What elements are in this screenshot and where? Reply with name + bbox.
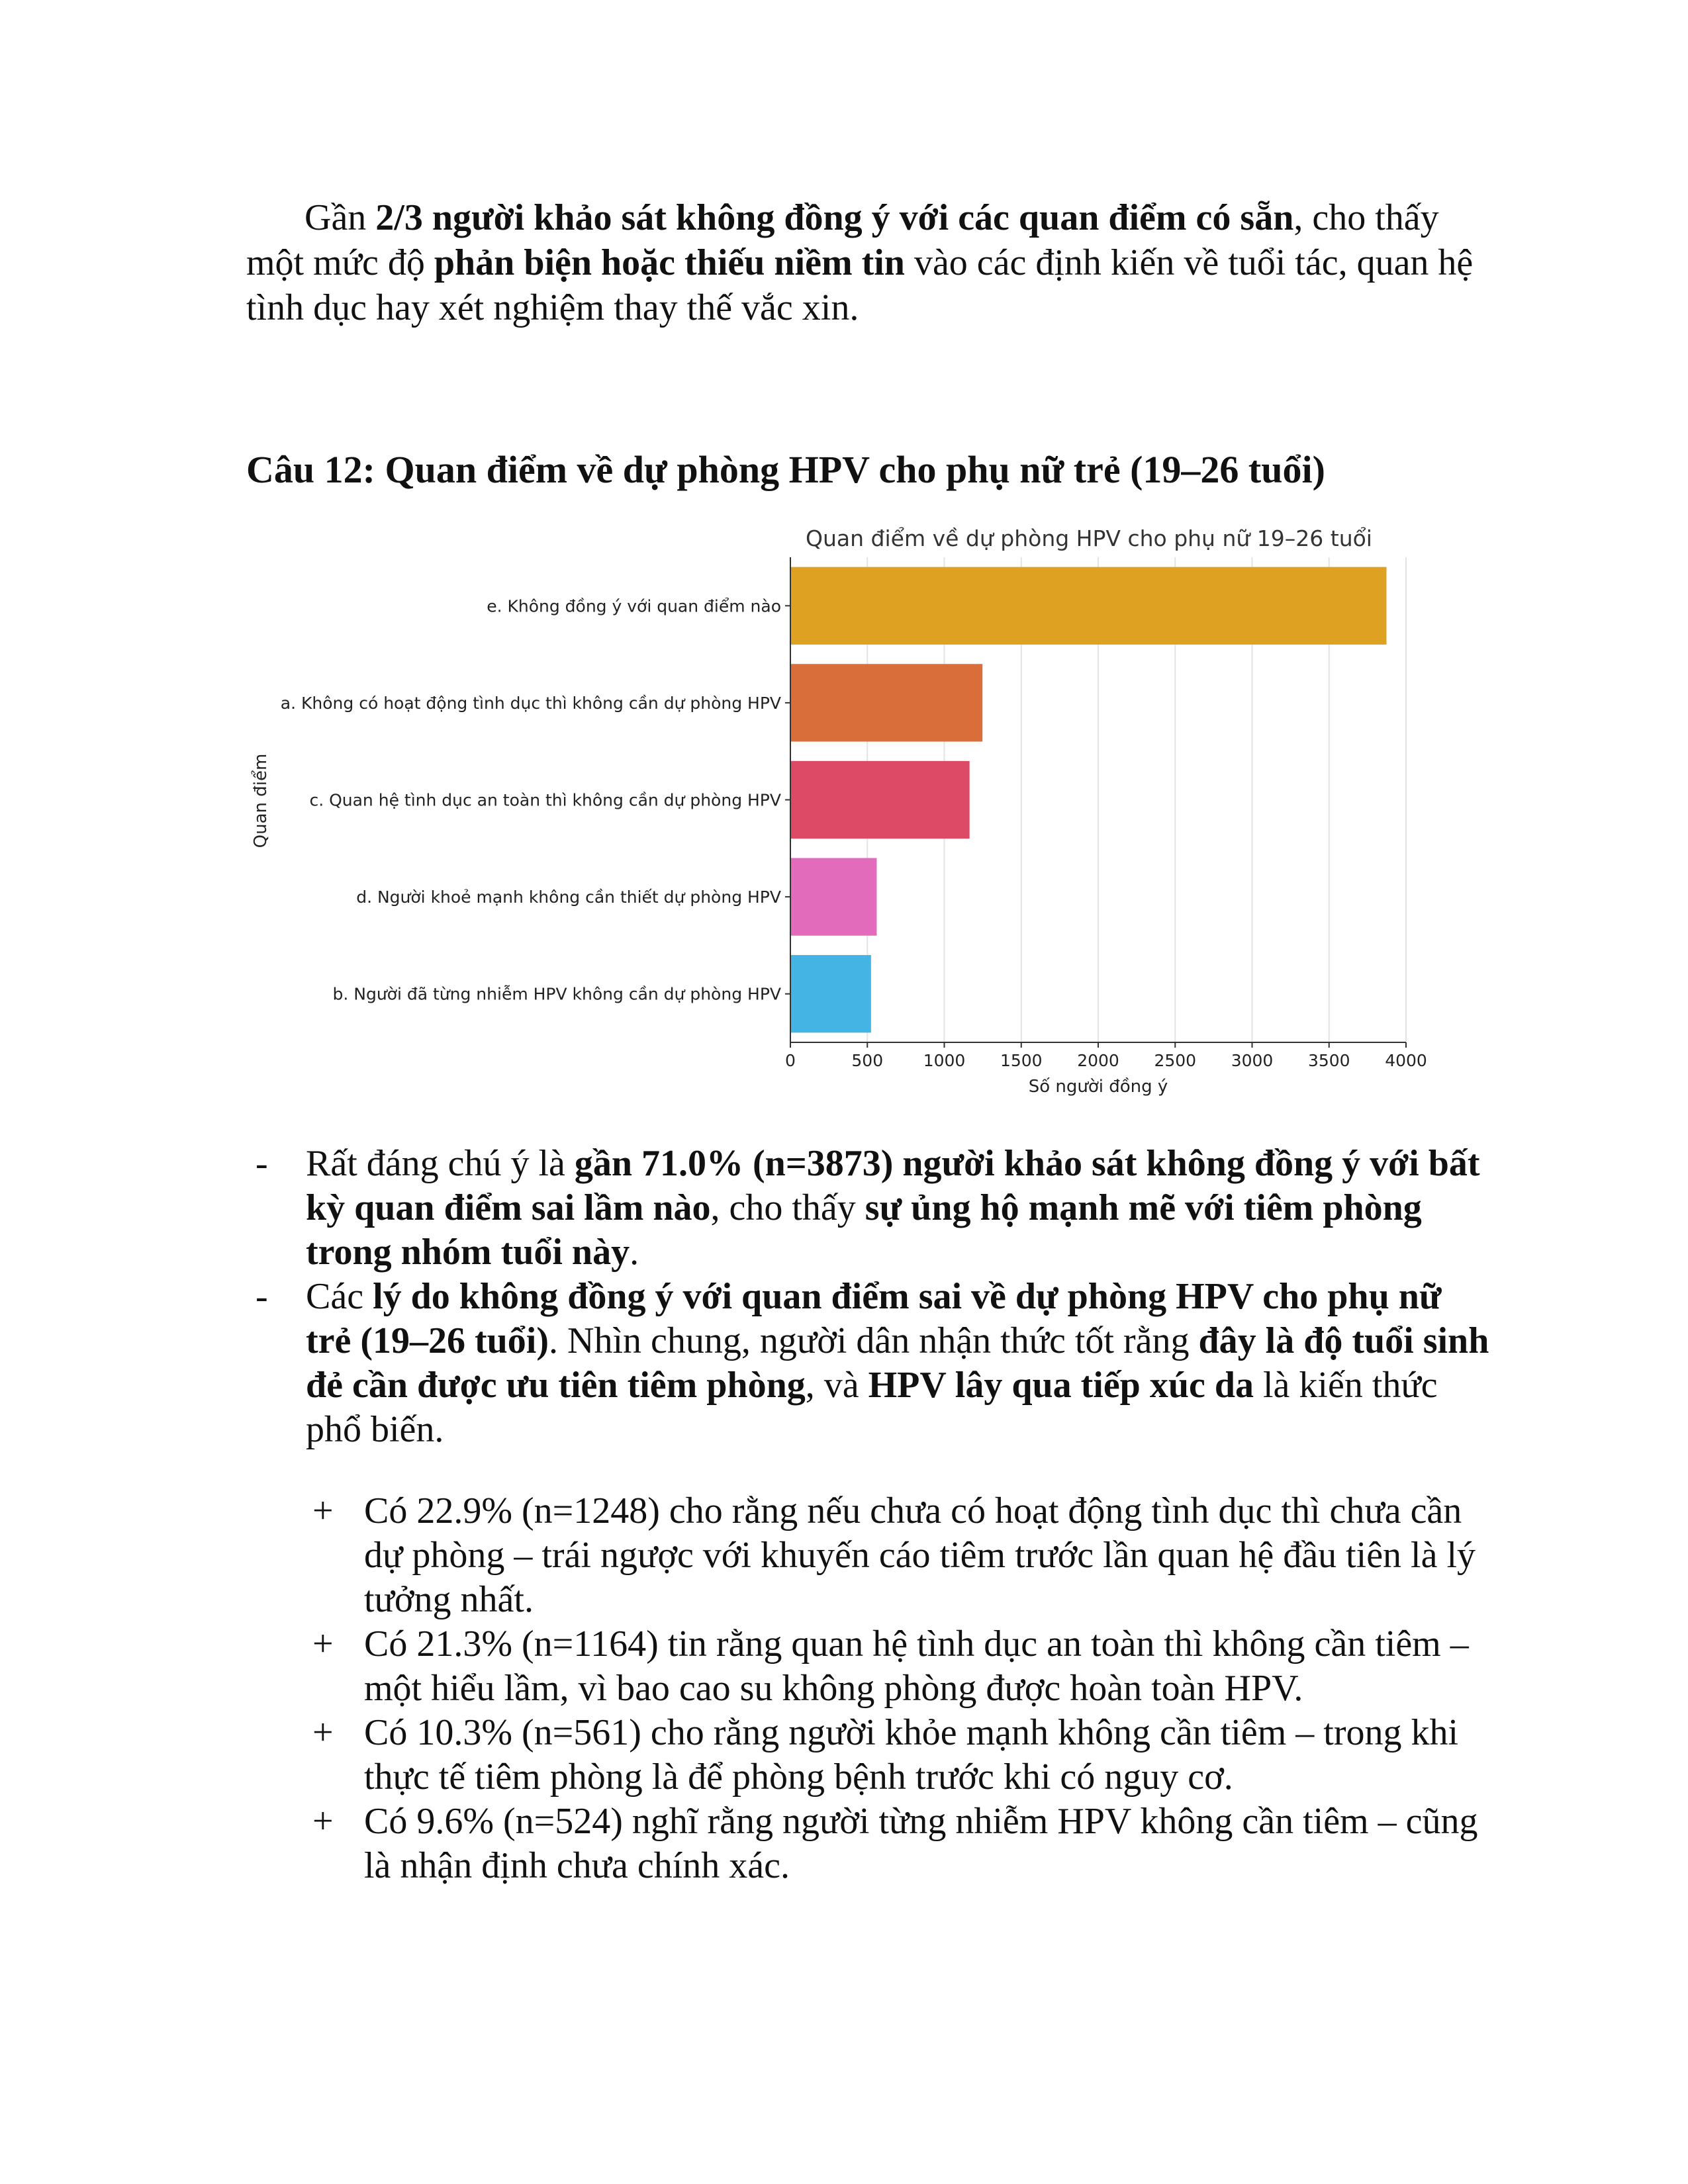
bullet-2-run-0: Các	[306, 1276, 373, 1317]
x-tick-label: 3500	[1307, 1051, 1350, 1070]
bullet-1-run-3: sự ủng hộ mạnh mẽ với tiêm phòng trong nhóm tuổi này	[306, 1187, 1422, 1273]
intro-run-3: phản biện hoặc thiếu niềm tin	[434, 242, 905, 283]
bullet-item-1	[246, 1142, 1491, 1275]
bar	[790, 664, 982, 741]
x-tick-label: 2000	[1077, 1051, 1119, 1070]
y-tick-label: e. Không đồng ý với quan điểm nào	[487, 596, 781, 616]
section-heading: Câu 12: Quan điểm về dự phòng HPV cho phụ nữ trẻ (19–26 tuổi)	[246, 448, 1325, 491]
chart-x-axis-label: Số người đồng ý	[1028, 1077, 1168, 1097]
sub-bullet-item: + Có 9.6% (n=524) nghĩ rằng người từng nhiễm HPV không cần tiêm – cũng là nhận định chưa chính xác.	[312, 1801, 1478, 1886]
dash-marker: -	[256, 1143, 268, 1184]
sub-bullet-item: + Có 21.3% (n=1164) tin rằng quan hệ tình dục an toàn thì không cần tiêm – một hiểu lầm, vì bao cao su không phòng được hoàn toàn HPV.	[312, 1623, 1469, 1709]
bar	[790, 567, 1386, 645]
bullet-item-2	[246, 1275, 1491, 1452]
chart-title: Quan điểm về dự phòng HPV cho phụ nữ 19–26 tuổi	[806, 525, 1372, 551]
sub-bullet-item: + Có 22.9% (n=1248) cho rằng nếu chưa có hoạt động tình dục thì chưa cần dự phòng – trái ngược với khuyến cáo tiêm trước lần quan hệ đầu tiên là lý tưởng nhất.	[312, 1490, 1476, 1620]
intro-run-2: , cho thấy một mức độ	[246, 197, 1439, 283]
bullet-1-run-1: gần 71.0% (n=3873) người khảo sát không đồng ý với bất kỳ quan điểm sai lầm nào	[306, 1143, 1480, 1228]
plus-marker: +	[312, 1623, 334, 1664]
x-tick-label: 1000	[923, 1051, 966, 1070]
sub-bullet-list	[305, 1489, 1489, 1888]
bar-chart	[246, 516, 1438, 1112]
x-tick-label: 3000	[1231, 1051, 1274, 1070]
dash-marker: -	[256, 1276, 268, 1317]
intro-run-1: 2/3 người khảo sát không đồng ý với các quan điểm có sẵn	[375, 197, 1294, 238]
bar-chart-svg	[246, 516, 1438, 1112]
bar	[790, 858, 876, 935]
bar	[790, 761, 970, 839]
plus-marker: +	[312, 1490, 334, 1531]
plus-marker: +	[312, 1801, 334, 1842]
bullet-2-run-2: . Nhìn chung, người dân nhận thức tốt rằng	[549, 1320, 1199, 1361]
bullet-2-run-6: là kiến thức phổ biến.	[306, 1365, 1438, 1450]
y-tick-label: c. Quan hệ tình dục an toàn thì không cần dự phòng HPV	[309, 790, 781, 810]
x-tick-label: 4000	[1385, 1051, 1427, 1070]
intro-run-4: vào các định kiến về tuổi tác, quan hệ tình dục hay xét nghiệm thay thế vắc xin.	[246, 242, 1474, 328]
chart-y-axis-label: Quan điểm	[251, 753, 271, 848]
bullet-1-run-0: Rất đáng chú ý là	[306, 1143, 575, 1184]
x-tick-label: 500	[851, 1051, 884, 1070]
x-tick-label: 0	[785, 1051, 796, 1070]
bullet-2-run-3: đây là độ tuổi sinh đẻ cần được ưu tiên tiêm phòng	[306, 1320, 1489, 1406]
main-bullet-list	[246, 1142, 1491, 1452]
x-tick-label: 1500	[1000, 1051, 1043, 1070]
bullet-2-run-4: , và	[805, 1365, 868, 1406]
sub-bullet-item: + Có 10.3% (n=561) cho rằng người khỏe mạnh không cần tiêm – trong khi thực tế tiêm phòng là để phòng bệnh trước khi có nguy cơ.	[312, 1712, 1459, 1797]
bullet-2-run-5: HPV lây qua tiếp xúc da	[868, 1365, 1254, 1406]
y-tick-label: a. Không có hoạt động tình dục thì không cần dự phòng HPV	[280, 693, 781, 713]
intro-run-0: Gần	[305, 197, 376, 238]
bullet-2-run-1: lý do không đồng ý với quan điểm sai về dự phòng HPV cho phụ nữ trẻ (19–26 tuổi)	[306, 1276, 1442, 1361]
intro-paragraph	[246, 195, 1484, 330]
y-tick-label: d. Người khoẻ mạnh không cần thiết dự phòng HPV	[356, 887, 781, 907]
bar	[790, 955, 871, 1032]
plus-marker: +	[312, 1712, 334, 1753]
y-tick-label: b. Người đã từng nhiễm HPV không cần dự phòng HPV	[332, 984, 781, 1004]
x-tick-label: 2500	[1154, 1051, 1197, 1070]
bullet-1-run-2: , cho thấy	[710, 1187, 865, 1228]
bullet-1-run-4: .	[630, 1232, 639, 1273]
chart-bars	[790, 567, 1386, 1033]
